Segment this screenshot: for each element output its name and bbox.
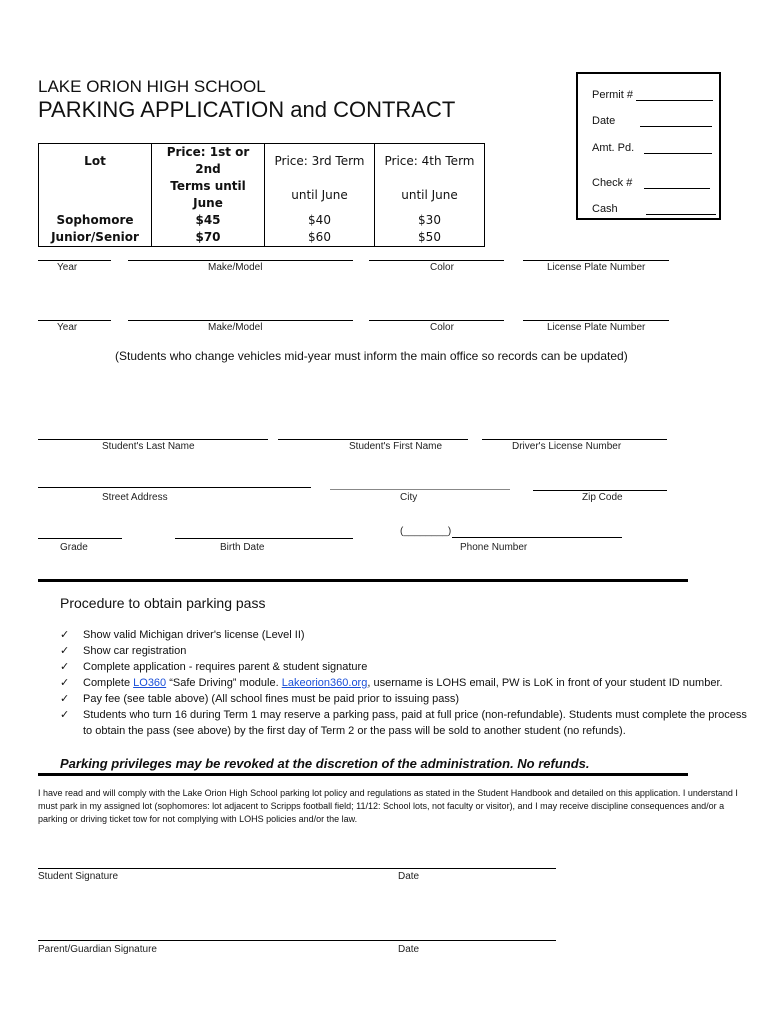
price-cell: $50 <box>375 229 485 247</box>
list-item <box>60 707 750 739</box>
phone-area-code: (________) <box>400 526 452 537</box>
checkmark-icon: ✓ <box>60 677 70 689</box>
step-text: , username is LOHS email, PW is LoK in front of your student ID number. <box>367 677 723 689</box>
step-text: “Safe Driving” module. <box>166 677 282 689</box>
vehicle2-color-field[interactable] <box>369 320 504 321</box>
first-name-label: Student's First Name <box>349 441 443 452</box>
list-item <box>60 627 750 643</box>
form-title: PARKING APPLICATION and CONTRACT <box>38 97 456 122</box>
checkmark-icon: ✓ <box>60 629 70 641</box>
grade-field[interactable] <box>38 538 122 539</box>
cash-label: Cash <box>592 203 618 215</box>
header-term3: Price: 3rd Term <box>265 144 375 179</box>
first-name-field[interactable] <box>278 439 468 440</box>
make-model-label: Make/Model <box>208 262 263 273</box>
vehicle1-year-field[interactable] <box>38 260 111 261</box>
amt-pd-label: Amt. Pd. <box>592 142 635 154</box>
student-date-label: Date <box>398 871 420 882</box>
price-cell: $70 <box>152 229 265 247</box>
vehicle2-make-field[interactable] <box>128 320 353 321</box>
checkmark-icon: ✓ <box>60 693 70 705</box>
parent-date-label: Date <box>398 944 420 955</box>
lot-junior-senior: Junior/Senior <box>39 229 152 247</box>
cash-field[interactable] <box>646 214 716 215</box>
zip-field[interactable] <box>533 490 667 491</box>
plate-label: License Plate Number <box>547 262 646 273</box>
street-label: Street Address <box>102 492 168 503</box>
header-term12-sub: Terms until June <box>152 178 265 212</box>
step-text: Show valid Michigan driver's license (Level II) <box>83 629 305 641</box>
vehicle2-plate-field[interactable] <box>523 320 669 321</box>
last-name-field[interactable] <box>38 439 268 440</box>
vehicle1-color-field[interactable] <box>369 260 504 261</box>
lo360-link[interactable]: LO360 <box>133 677 167 689</box>
lot-sophomore: Sophomore <box>39 212 152 229</box>
last-name-label: Student's Last Name <box>102 441 195 452</box>
city-label: City <box>400 492 418 503</box>
vehicle1-make-field[interactable] <box>128 260 353 261</box>
price-cell: $60 <box>265 229 375 247</box>
header-term4: Price: 4th Term <box>375 144 485 179</box>
parent-signature-label: Parent/Guardian Signature <box>38 944 157 955</box>
license-field[interactable] <box>482 439 667 440</box>
office-use-box <box>576 72 721 220</box>
step-text: Pay fee (see table above) (All school fines must be paid prior to issuing pass) <box>83 693 460 705</box>
lakeorion360-link[interactable]: Lakeorion360.org <box>281 677 368 689</box>
procedure-list <box>60 627 750 739</box>
year-label: Year <box>57 262 78 273</box>
date-label: Date <box>592 115 616 127</box>
agreement-text: I have read and will comply with the Lake Orion High School parking lot policy and regulations as stated in the Student Handbook and detailed on this application. I understand I must park in my assigned lot (sophomores: lot adjacent to Scripps football field; 11/12: School lots, not faculty or visitor), and I may receive discipline consequences and/or a parking or driving ticket tow for not complying with LOHS policies and/or the law. <box>38 788 738 824</box>
permit-field[interactable] <box>636 100 713 101</box>
price-cell: $30 <box>375 212 485 229</box>
table-row <box>39 229 485 247</box>
student-signature-field[interactable] <box>38 868 556 869</box>
step-text: Complete <box>83 677 134 689</box>
checkmark-icon: ✓ <box>60 645 70 657</box>
birth-date-label: Birth Date <box>220 542 265 553</box>
price-cell: $40 <box>265 212 375 229</box>
grade-label: Grade <box>60 542 88 553</box>
school-name: LAKE ORION HIGH SCHOOL <box>38 77 266 96</box>
header-lot: Lot <box>39 144 152 179</box>
student-signature-label: Student Signature <box>38 871 119 882</box>
street-field[interactable] <box>38 487 311 488</box>
revoked-notice: Parking privileges may be revoked at the discretion of the administration. No refunds. <box>60 756 590 771</box>
parent-signature-field[interactable] <box>38 940 556 941</box>
list-item <box>60 643 750 659</box>
section-divider <box>38 773 688 776</box>
section-divider <box>38 579 688 582</box>
checkmark-icon: ✓ <box>60 661 70 673</box>
license-label: Driver's License Number <box>512 441 622 452</box>
color-label: Color <box>430 262 454 273</box>
check-field[interactable] <box>644 188 710 189</box>
list-item <box>60 659 750 675</box>
procedure-title: Procedure to obtain parking pass <box>60 595 266 611</box>
table-row <box>39 212 485 229</box>
permit-label: Permit # <box>592 89 633 101</box>
header-term4-sub: until June <box>375 178 485 212</box>
year-label: Year <box>57 322 78 333</box>
phone-label: Phone Number <box>460 542 528 553</box>
vehicle-change-note: (Students who change vehicles mid-year must inform the main office so records can be updated) <box>115 349 628 363</box>
amt-pd-field[interactable] <box>644 153 712 154</box>
date-field[interactable] <box>640 126 712 127</box>
vehicle2-year-field[interactable] <box>38 320 111 321</box>
price-table <box>38 143 485 247</box>
plate-label: License Plate Number <box>547 322 646 333</box>
make-model-label: Make/Model <box>208 322 263 333</box>
blank-cell <box>39 178 152 212</box>
step-text: Show car registration <box>83 645 187 657</box>
header-term3-sub: until June <box>265 178 375 212</box>
price-cell: $45 <box>152 212 265 229</box>
birth-date-field[interactable] <box>175 538 353 539</box>
step-text: Students who turn 16 during Term 1 may reserve a parking pass, paid at full price (non-refundable). Students must complete the process to obtain the pass (see above) by the first day of Term 2 or the pass will be sold to another student (no refunds). <box>83 709 747 737</box>
list-item <box>60 691 750 707</box>
header-term12: Price: 1st or 2nd <box>152 144 265 179</box>
vehicle1-plate-field[interactable] <box>523 260 669 261</box>
list-item <box>60 675 750 691</box>
phone-field[interactable] <box>452 537 622 538</box>
checkmark-icon: ✓ <box>60 709 70 721</box>
city-field[interactable] <box>330 489 510 490</box>
check-label: Check # <box>592 177 633 189</box>
color-label: Color <box>430 322 454 333</box>
step-text: Complete application - requires parent & student signature <box>83 661 368 673</box>
zip-label: Zip Code <box>582 492 623 503</box>
